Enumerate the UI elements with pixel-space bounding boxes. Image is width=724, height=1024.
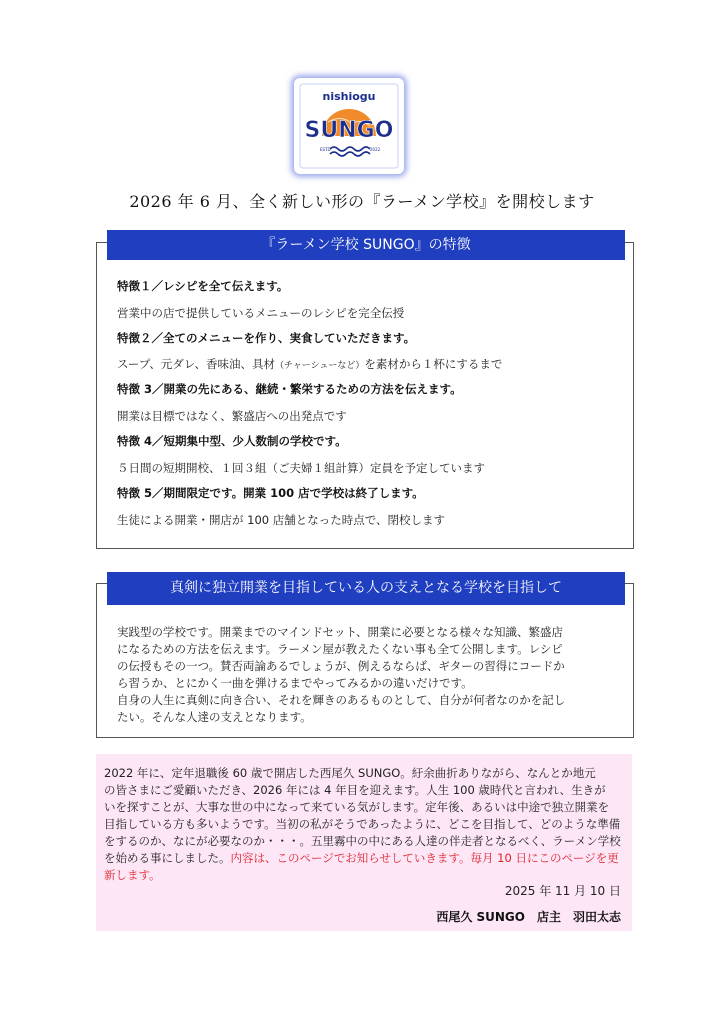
mission-line: 自身の人生に真剣に向き合い、それを輝きのあるものとして、自分が何者なのかを記し [117, 693, 566, 707]
message-line: 2022 年に、定年退職後 60 歳で開店した西尾久 SUNGO。紆余曲折ありながら、なんとか地元 [104, 766, 596, 780]
mission-line: たい。そんな人達の支えとなります。 [117, 710, 312, 724]
owner-message [104, 765, 624, 884]
signature: 西尾久 SUNGO 店主 羽田太志 [436, 910, 621, 924]
message-line: いを探すことが、大事な世の中になって来ている気がします。定年後、あるいは中途で独立開業を [104, 800, 610, 814]
feature-2-detail-small: （チャーシューなど） [275, 361, 365, 371]
feature-2-detail [117, 356, 502, 372]
logo-emblem-icon [294, 78, 404, 174]
feature-4-heading: 特徴 4／短期集中型、少人数制の学校です。 [117, 434, 347, 448]
feature-5-detail: 生徒による開業・開店が 100 店舗となった時点で、閉校します [117, 513, 446, 527]
logo-top-text: nishiogu [322, 90, 376, 103]
feature-4-detail: ５日間の短期開校、１回３組（ご夫婦１組計算）定員を予定しています [117, 461, 485, 475]
message-line-with-notice [104, 850, 624, 867]
logo-main-text: SUNGO [304, 118, 394, 143]
mission-line: ら習うか、とにかく一曲を弾けるまでやってみるかの違いだけです。 [117, 676, 473, 690]
mission-line: になるための方法を伝えます。ラーメン屋が教えたくない事も全て公開します。レシピ [117, 642, 563, 656]
message-date: 2025 年 11 月 10 日 [504, 884, 621, 898]
message-line: の皆さまにご愛顧いただき、2026 年には 4 年目を迎えます。人生 100 歳時代と言われ、生きが [104, 783, 606, 797]
update-notice-cont: 新します。 [104, 868, 161, 882]
mission-title: 真剣に独立開業を目指している人の支えとなる学校を目指して [107, 572, 625, 605]
feature-1-detail: 営業中の店で提供しているメニューのレシピを完全伝授 [117, 306, 405, 320]
logo-estd-label: ESTD [320, 147, 331, 152]
feature-3-detail: 開業は目標ではなく、繁盛店への出発点です [117, 409, 347, 423]
feature-3-heading: 特徴 3／開業の先にある、継続・繁栄するための方法を伝えます。 [117, 382, 462, 396]
features-title: 『ラーメン学校 SUNGO』の特徴 [107, 230, 625, 260]
message-line: 目指している方も多いようです。当初の私がそうであったように、どこを目指して、どのような準備 [104, 817, 621, 831]
message-line: をするのか、なにが必要なのか・・・。五里霧中の中にある人達の伴走者となるべく、ラーメン学校 [104, 834, 621, 848]
feature-1-heading: 特徴１／レシピを全て伝えます。 [117, 279, 289, 293]
feature-2-detail-pre: スープ、元ダレ、香味油、具材 [117, 357, 276, 371]
mission-line: の伝授もその一つ。賛否両論あるでしょうが、例えるならば、ギターの習得にコードか [117, 659, 565, 673]
mission-line: 実践型の学校です。開業までのマインドセット、開業に必要となる様々な知識、繁盛店 [117, 625, 563, 639]
page-headline: 2026 年 6 月、全く新しい形の『ラーメン学校』を開校します [129, 192, 595, 211]
sungo-logo [294, 78, 404, 174]
update-notice: 内容は、このページでお知らせしていきます。毎月 10 日にこのページを更 [230, 851, 619, 865]
mission-paragraph [117, 624, 619, 726]
logo-estd-year: 2022 [370, 147, 381, 152]
feature-2-detail-post: を素材から１杯にするまで [364, 357, 503, 371]
message-line: を始める事にしました。 [104, 851, 231, 865]
feature-2-heading: 特徴２／全てのメニューを作り、実食していただきます。 [117, 331, 416, 345]
feature-5-heading: 特徴 5／期間限定です。開業 100 店で学校は終了します。 [117, 486, 424, 500]
